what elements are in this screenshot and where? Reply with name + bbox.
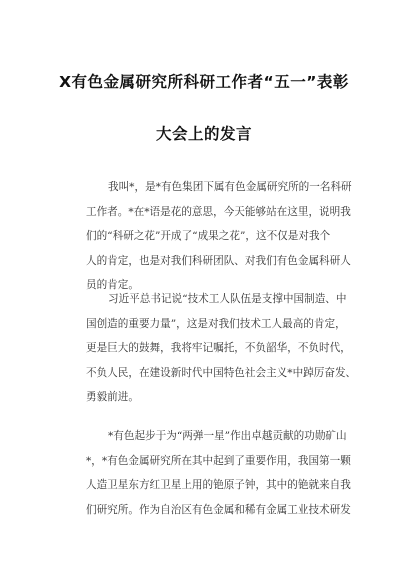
paragraph-line: 们的“科研之花”开成了“成果之花”，这不仅是对我个 xyxy=(86,230,331,242)
paragraph-line: *有色起步于为“两弹一星”作出卓越贡献的功勋矿山 xyxy=(108,430,347,442)
paragraph-line: 员的肯定。 xyxy=(86,279,139,291)
paragraph-line: 习近平总书记说“技术工人队伍是支撑中国制造、中 xyxy=(108,293,347,305)
paragraph-1 xyxy=(86,175,352,298)
paragraph-line: 我叫*，是*有色集团下属有色金属研究所的一名科研 xyxy=(108,181,352,193)
paragraph-line: 国创造的重要力量”，这是对我们技术工人最高的肯定， xyxy=(86,317,346,330)
paragraph-3 xyxy=(86,424,351,522)
paragraph-line: 人造卫星东方红卫星上用的铯原子钟，其中的铯就来自我 xyxy=(86,479,351,491)
paragraph-line: 人的肯定，也是对我们科研团队、对我们有色金属科研人 xyxy=(86,254,351,267)
paragraph-line: 们研究所。作为自治区有色金属和稀有金属工业技术研发 xyxy=(86,503,351,516)
paragraph-line: 勇毅前进。 xyxy=(86,391,139,403)
paragraph-line: 更是巨大的鼓舞，我将牢记嘱托，不负韶华，不负时代， xyxy=(86,342,351,354)
document-title-line-2: 大会上的发言 xyxy=(155,125,252,143)
document-title-line-1: X有色金属研究所科研工作者“五一”表彰 xyxy=(59,73,349,91)
paragraph-2 xyxy=(86,287,357,410)
paragraph-line: 工作者。*在*语是花的意思，今天能够站在这里，说明我 xyxy=(86,205,351,218)
paragraph-line: *，*有色金属研究所在其中起到了重要作用，我国第一颗 xyxy=(86,454,351,467)
paragraph-line: 不负人民，在建设新时代中国特色社会主义*中踔厉奋发、 xyxy=(86,366,357,379)
